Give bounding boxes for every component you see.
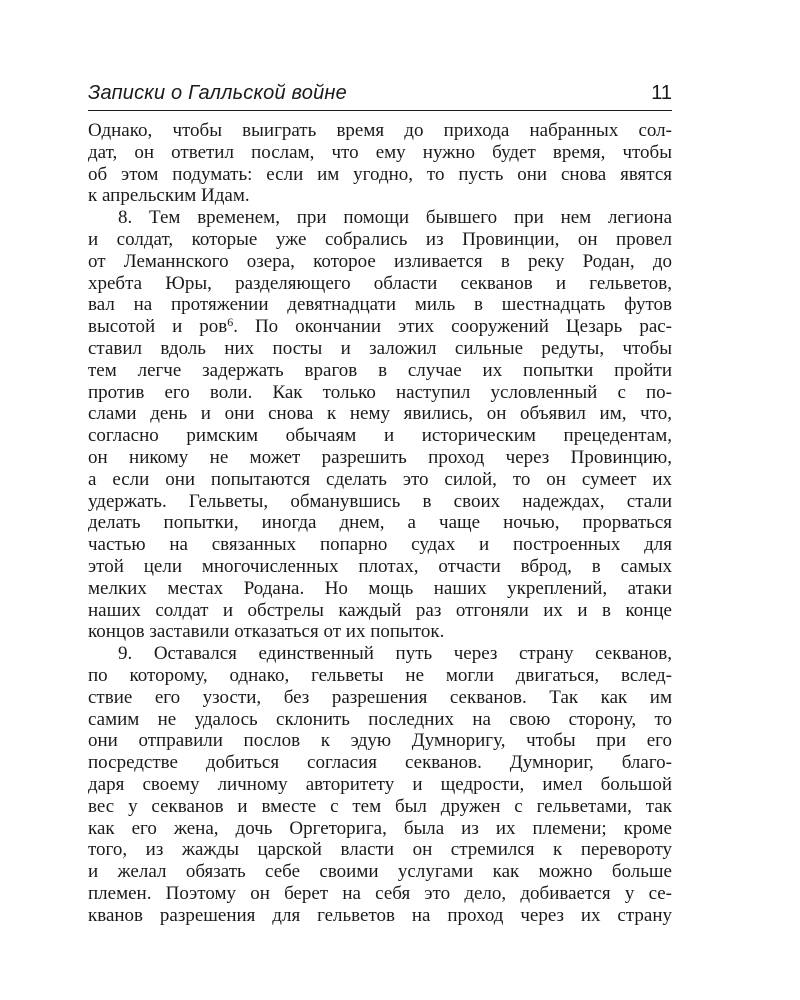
text-line: самим не удалось склонить последних на свою сторону, то — [88, 708, 672, 730]
text-line: и солдат, которые уже собрались из Провинции, он провел — [88, 228, 672, 250]
text-line: они отправили послов к эдую Думноригу, чтобы при его — [88, 730, 672, 752]
text-segment: . По окончании этих сооружений Цезарь рас- — [233, 316, 673, 338]
page-number: 11 — [651, 82, 672, 104]
text-line: ставил вдоль них посты и заложил сильные редуты, чтобы — [88, 337, 672, 359]
body-text — [88, 120, 672, 926]
footnote-marker: 6 — [227, 315, 234, 330]
text-line-with-footnote — [88, 316, 672, 338]
text-line: посредстве добиться согласия секванов. Думнориг, благо- — [88, 752, 672, 774]
text-line: того, из жажды царской власти он стремился к перевороту — [88, 839, 672, 861]
text-line: к апрельским Идам. — [88, 185, 250, 207]
text-line: племен. Поэтому он берет на себя это дело, добивается у се- — [88, 882, 672, 904]
text-line: концов заставили отказаться от их попыток. — [88, 621, 445, 643]
text-line: наших солдат и обстрелы каждый раз отгоняли их и в конце — [88, 599, 672, 621]
text-line: об этом подумать: если им угодно, то пусть они снова явятся — [88, 163, 672, 185]
text-line: он никому не может разрешить проход через Провинцию, — [88, 446, 672, 468]
text-line: а если они попытаются сделать это силой, то он сумеет их — [88, 468, 672, 490]
text-line: делать попытки, иногда днем, а чаще ночью, прорваться — [88, 512, 672, 534]
text-line: вес у секванов и вместе с тем был дружен с гельветами, так — [88, 795, 672, 817]
text-line: тем легче задержать врагов в случае их попытки пройти — [88, 359, 672, 381]
text-line: как его жена, дочь Оргеторига, была из их племени; кроме — [88, 817, 672, 839]
text-line: и желал обязать себе своими услугами как можно больше — [88, 861, 672, 883]
text-line: по которому, однако, гельветы не могли двигаться, вслед- — [88, 664, 672, 686]
text-line: согласно римским обычаям и историческим прецедентам, — [88, 425, 672, 447]
text-line: дат, он ответил послам, что ему нужно будет время, чтобы — [88, 141, 672, 163]
text-line: ствие его узости, без разрешения секванов. Так как им — [88, 686, 672, 708]
text-line: даря своему личному авторитету и щедрости, имел большой — [88, 773, 672, 795]
text-segment: высотой и ров — [88, 316, 228, 338]
running-header — [88, 78, 672, 111]
text-line: удержать. Гельветы, обманувшись в своих надеждах, стали — [88, 490, 672, 512]
text-line: этой цели многочисленных плотах, отчасти вброд, в самых — [88, 555, 672, 577]
text-line: слами день и они снова к нему явились, он объявил им, что, — [88, 403, 672, 425]
text-line: хребта Юры, разделяющего области секванов и гельветов, — [88, 272, 672, 294]
text-line: против его воли. Как только наступил условленный с по- — [88, 381, 672, 403]
text-line: Однако, чтобы выиграть время до прихода набранных сол- — [88, 120, 672, 141]
paragraph-9-start: 9. Оставался единственный путь через страну секванов, — [118, 643, 672, 665]
text-line: кванов разрешения для гельветов на проход через их страну — [88, 904, 672, 926]
paragraph-8-start: 8. Тем временем, при помощи бывшего при нем легиона — [118, 207, 672, 229]
running-title: Записки о Галльской войне — [88, 82, 347, 104]
text-line: частью на связанных попарно судах и построенных для — [88, 534, 672, 556]
text-line: мелких местах Родана. Но мощь наших укреплений, атаки — [88, 577, 672, 599]
text-line: от Леманнского озера, которое изливается в реку Родан, до — [88, 250, 672, 272]
text-line: вал на протяжении девятнадцати миль в шестнадцать футов — [88, 294, 672, 316]
